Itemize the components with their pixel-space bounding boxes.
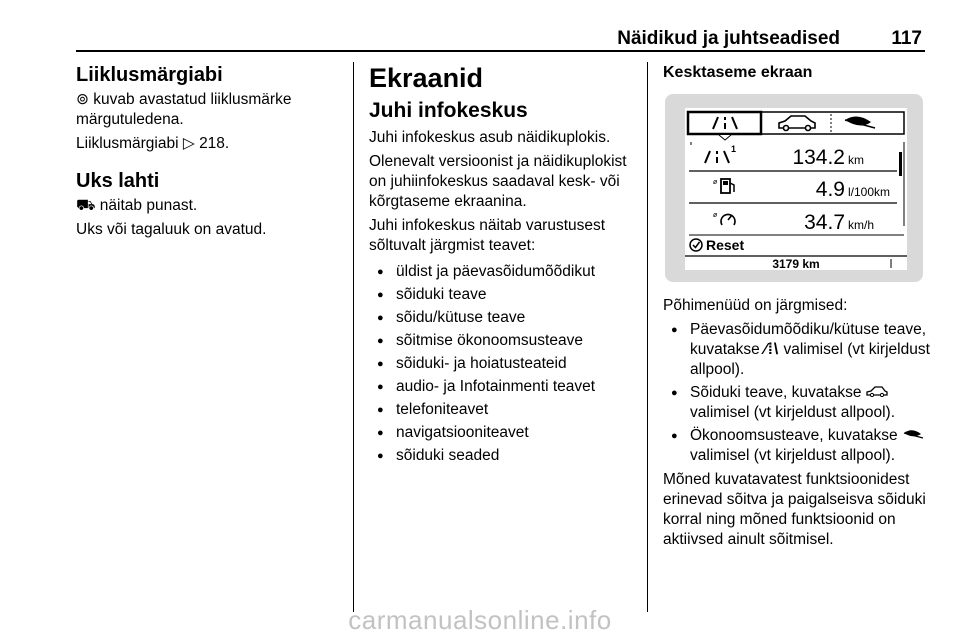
running-header-title: Näidikud ja juhtseadised (617, 28, 840, 49)
dic-info-list (369, 262, 637, 466)
list-item: ● Ökonoomsusteave, kuvatakse valimisel (vt kirjeldust allpool). (663, 426, 933, 466)
trip-distance-value: 134.2 (792, 146, 845, 169)
column-divider-1 (353, 62, 354, 612)
fuel-consumption-unit: l/100km (848, 185, 891, 199)
reset-check-icon (690, 239, 702, 251)
list-item: ● üldist ja päevasõidumõõdikut (369, 262, 637, 282)
eco-leaf-icon (845, 116, 875, 128)
column-1 (76, 62, 342, 244)
display-svg (685, 108, 907, 270)
heading-door-open: Uks lahti (76, 170, 160, 192)
dic-version-paragraph: Olenevalt versioonist ja näidikuplokist on juhiinfokeskus saadaval kesk- või kõrgtaseme ekraanina. (369, 153, 627, 210)
average-speed-value: 34.7 (804, 211, 845, 234)
main-menus-intro: Põhimenüüd on järgmised: (663, 297, 848, 314)
svg-text:ø: ø (713, 179, 718, 186)
dic-location-paragraph: Juhi infokeskus asub näidikuplokis. (369, 129, 611, 146)
door-open-description: Uks või tagaluuk on avatud. (76, 221, 267, 238)
heading-midlevel-display: Kesktaseme ekraan (663, 64, 813, 81)
heading-displays: Ekraanid (369, 63, 484, 93)
traffic-sign-paragraph: ⊚ kuvab avastatud liiklusmärke märgutuledena. (76, 91, 292, 128)
trip-tab-icon (713, 117, 737, 129)
traffic-sign-reference[interactable]: Liiklusmärgiabi ▷ 218. (76, 135, 230, 152)
list-item: ● audio- ja Infotainmenti teavet (369, 377, 637, 397)
functions-note: Mõned kuvatavatest funktsioonidest erinevad sõitva ja paigalseisva sõiduki korral ning mõned funktsioonid on aktiivsed ainult sõitmisel. (663, 471, 926, 548)
reset-label: Reset (706, 237, 745, 253)
list-item: ● Sõiduki teave, kuvatakse valimisel (vt kirjeldust allpool). (663, 383, 933, 423)
car-tab-icon (779, 116, 815, 131)
watermark: carmanualsonline.info (348, 605, 612, 635)
column-2 (369, 62, 637, 469)
svg-text:ø: ø (713, 212, 718, 219)
list-item: ● sõiduki seaded (369, 446, 637, 466)
car-icon-inline (866, 384, 888, 401)
dic-info-intro: Juhi infokeskus näitab varustusest sõltuvalt järgmist teavet: (369, 217, 606, 254)
column-3 (663, 62, 933, 554)
list-item: ● sõitmise ökonoomsusteave (369, 331, 637, 351)
average-speed-unit: km/h (848, 218, 875, 232)
scrollbar-thumb (899, 152, 902, 176)
list-item: ● sõiduki- ja hoiatusteateid (369, 354, 637, 374)
midlevel-display-illustration (665, 94, 923, 282)
column-divider-2 (647, 62, 648, 612)
list-item: ● sõiduki teave (369, 285, 637, 305)
page-reference-icon: ▷ (182, 135, 195, 152)
display-screen (685, 108, 907, 270)
list-item: ● navigatsiooniteavet (369, 423, 637, 443)
odometer-value: 3179 km (772, 257, 820, 270)
eco-leaf-icon-inline (902, 427, 924, 444)
header-rule (76, 50, 925, 52)
door-open-icon: ⛟ (76, 197, 96, 214)
trip-distance-unit: km (848, 153, 864, 167)
heading-traffic-sign-assistant: Liiklusmärgiabi (76, 64, 223, 86)
page-number: 117 (891, 28, 922, 49)
fuel-consumption-value: 4.9 (815, 178, 845, 201)
list-item: ● sõidu/kütuse teave (369, 308, 637, 328)
main-menus-list (663, 320, 933, 466)
trip-icon (705, 151, 729, 163)
traffic-sign-icon: ⊚ (76, 91, 89, 108)
list-item: ● telefoniteavet (369, 400, 637, 420)
heading-driver-info-center: Juhi infokeskus (369, 99, 528, 122)
fuel-pump-icon (713, 179, 734, 193)
trip-number: 1 (731, 144, 737, 154)
list-item: ● Päevasõidumõõdiku/kütuse teave, kuvatakse ⁄⁞\ valimisel (vt kirjeldust allpool). (663, 320, 933, 380)
speed-gauge-icon (713, 212, 735, 225)
door-open-paragraph: ⛟ näitab punast. (76, 197, 198, 214)
trip-icon-inline: ⁄⁞\ (764, 341, 780, 358)
